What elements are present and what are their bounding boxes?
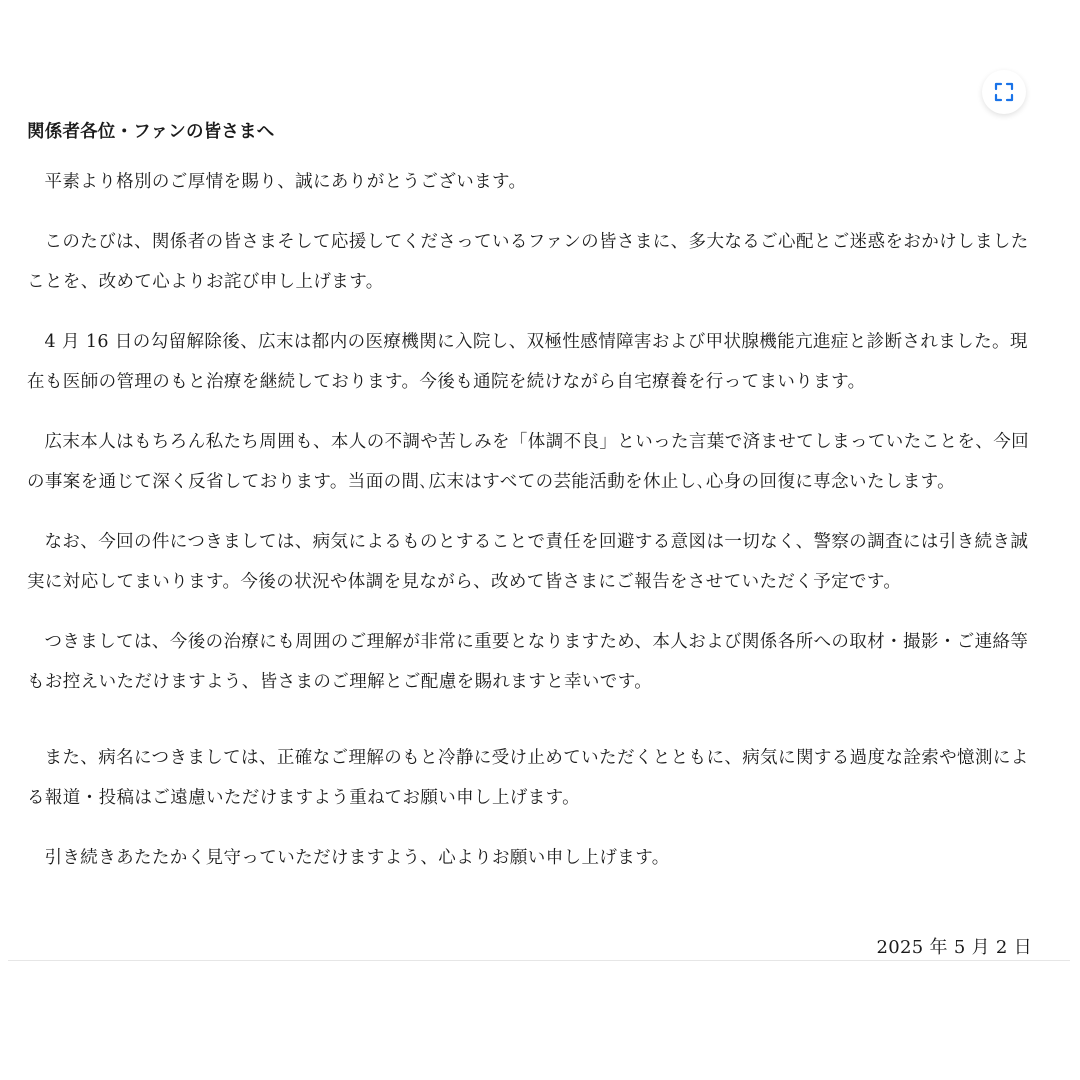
paragraph-request-speculation: また、病名につきましては、正確なご理解のもと冷静に受け止めていただくとともに、病気に関する過度な詮索や憶測による報道・投稿はご遠慮いただけますよう重ねてお願い申し上げます。 [27,748,1029,808]
expand-button[interactable] [982,70,1026,114]
paragraph-reflection: 広末本人はもちろん私たち周囲も、本人の不調や苦しみを「体調不良」といった言葉で済ませてしまっていたことを、今回の事案を通じて深く反省しております。当面の間､広末はすべての芸能活動を休止し､心身の回復に専念いたします。 [27,432,1029,492]
paragraph-greeting: 平素より格別のご厚情を賜り、誠にありがとうございます。 [44,172,527,192]
statement-body [27,112,1042,898]
paragraph-diagnosis: 4 月 16 日の勾留解除後、広末は都内の医療機関に入院し、双極性感情障害および甲状腺機能亢進症と診断されました。現在も医師の管理のもと治療を継続しております。今後も通院を続けながら自宅療養を行ってまいります。 [27,332,1028,392]
paragraph-investigation: なお、今回の件につきましては、病気によるものとすることで責任を回避する意図は一切なく、警察の調査には引き続き誠実に対応してまいります。今後の状況や体調を見ながら、改めて皆さまにご報告をさせていただく予定です。 [27,532,1029,592]
expand-icon [993,81,1015,103]
statement-date: 2025 年 5 月 2 日 [876,937,1032,958]
paragraph-apology: このたびは、関係者の皆さまそして応援してくださっているファンの皆さまに、多大なるご心配とご迷惑をおかけしましたことを、改めて心よりお詫び申し上げます。 [27,232,1029,292]
paragraph-request-media: つきましては、今後の治療にも周囲のご理解が非常に重要となりますため、本人および関係各所への取材・撮影・ご連絡等もお控えいただけますよう、皆さまのご理解とご配慮を賜れますと幸いです。 [27,632,1029,692]
salutation: 関係者各位・ファンの皆さまへ [27,122,275,142]
paragraph-closing: 引き続きあたたかく見守っていただけますよう、心よりお願い申し上げます。 [44,848,670,868]
